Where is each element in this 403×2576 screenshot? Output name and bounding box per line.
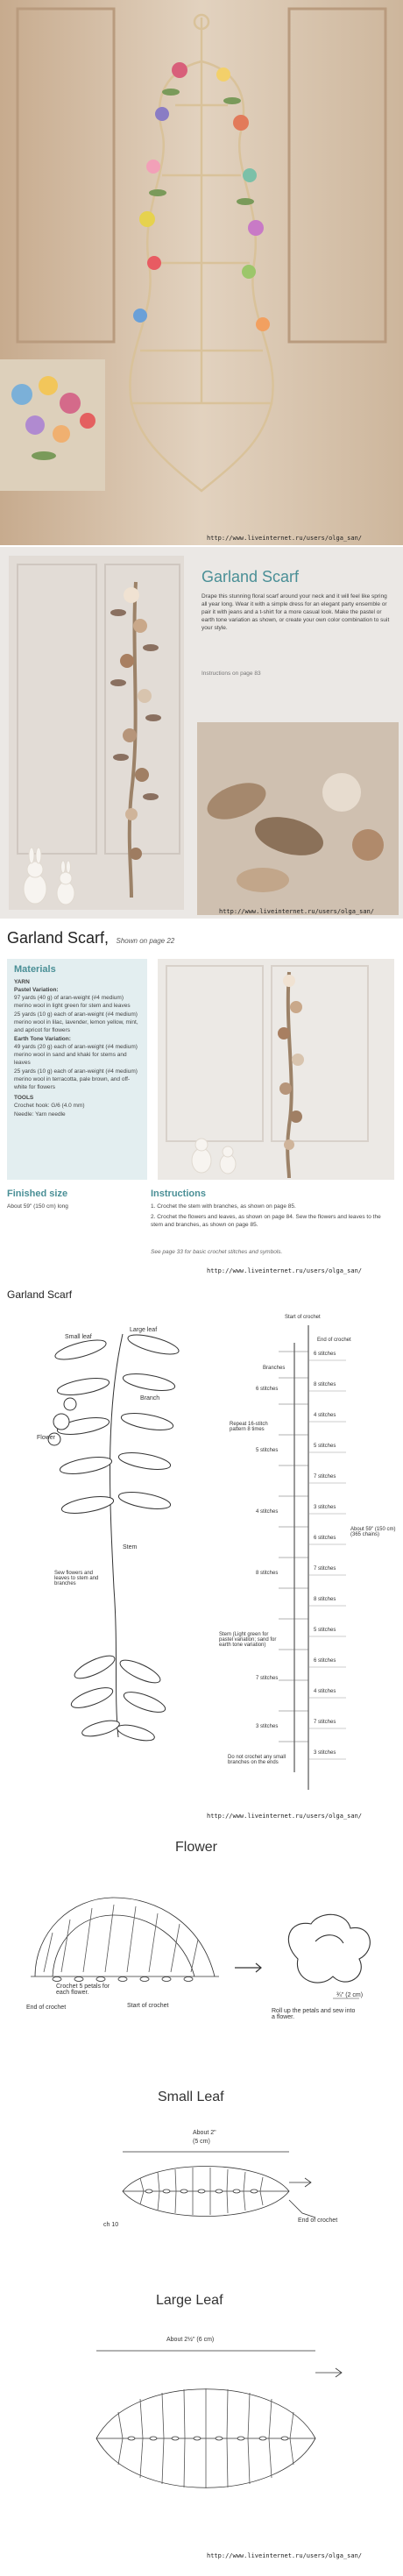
list-item: Crochet hook: G/6 (4.0 mm) bbox=[14, 1103, 85, 1109]
stitch-label: 8 stitches bbox=[314, 1597, 336, 1602]
stitch-label: 4 stitches bbox=[256, 1509, 279, 1515]
crochet-petals-note: Crochet 5 petals for each flower. bbox=[56, 1983, 110, 1996]
watermark-url: http://www.liveinternet.ru/users/olga_san/ bbox=[207, 2552, 363, 2559]
label-about-length: About 59" (150 cm) (365 chains) bbox=[350, 1527, 396, 1537]
materials-heading: Materials bbox=[14, 964, 56, 975]
label-do-not-crochet: Do not crochet any small branches on the ends bbox=[228, 1755, 286, 1765]
small-leaf-about: About 2" bbox=[193, 2130, 216, 2136]
label-sew-flowers: Sew flowers and leaves to stem and branches bbox=[54, 1571, 99, 1586]
large-leaf-schematic bbox=[0, 2289, 403, 2576]
label-stem-note: Stem (Light green for pastel variation; sand for earth tone variation) bbox=[219, 1632, 277, 1648]
list-item: 25 yards (10 g) each of aran-weight (#4 medium) merino wool in lilac, lavender, lemon yellow, mint, and apricot for flowers bbox=[14, 1011, 138, 1033]
stitch-label: 5 stitches bbox=[314, 1628, 336, 1633]
list-item: Needle: Yarn needle bbox=[14, 1111, 66, 1118]
stitch-label: 4 stitches bbox=[314, 1413, 336, 1418]
label-repeat: Repeat 16-stitch pattern 8 times bbox=[230, 1422, 268, 1432]
flower-title: Flower bbox=[175, 1840, 218, 1855]
stitch-label: 5 stitches bbox=[256, 1448, 279, 1453]
tools-label: TOOLS bbox=[14, 1095, 34, 1101]
materials-page-subtitle: Shown on page 22 bbox=[116, 937, 175, 945]
label-branch: Branch bbox=[140, 1395, 160, 1402]
stitch-label: 3 stitches bbox=[314, 1750, 336, 1756]
small-leaf-title: Small Leaf bbox=[158, 2090, 224, 2104]
stitch-label: 7 stitches bbox=[314, 1474, 336, 1480]
garland-schematic bbox=[0, 1281, 403, 1827]
dress-form-image bbox=[0, 0, 403, 545]
earth-label: Earth Tone Variation: bbox=[14, 1036, 71, 1042]
materials-page-title: Garland Scarf, bbox=[7, 929, 110, 947]
garland-description: Drape this stunning floral scarf around your neck and it will feel like spring all year long. Wear it with a simple dress for an elegant party ensemble or pair it with jeans and a t-shirt for a more casual look. Make the pastel or earth tone variation as shown, or create your own color combination to suit your style. bbox=[202, 593, 390, 631]
stitch-label: 6 stitches bbox=[314, 1658, 336, 1664]
list-item: 49 yards (20 g) each of aran-weight (#4 medium) merino wool in sand and khaki for stems and leaves bbox=[14, 1044, 138, 1066]
stitch-label: 4 stitches bbox=[314, 1689, 336, 1694]
stitch-label: 8 stitches bbox=[314, 1382, 336, 1387]
finished-value: About 59" (150 cm) long bbox=[7, 1203, 68, 1210]
start-of-crochet: Start of crochet bbox=[127, 2003, 169, 2009]
earth-list bbox=[14, 1043, 140, 1091]
large-leaf-about: About 2½" (6 cm) bbox=[166, 2337, 215, 2343]
label-large-leaf: Large leaf bbox=[130, 1327, 158, 1333]
garland-photo-small bbox=[158, 959, 394, 1180]
see-page-note: See page 33 for basic crochet stitches and symbols. bbox=[151, 1249, 283, 1255]
small-leaf-diagram bbox=[0, 2086, 403, 2283]
stitch-label: 5 stitches bbox=[314, 1444, 336, 1449]
stitch-label: 8 stitches bbox=[256, 1571, 279, 1576]
yarn-label: YARN bbox=[14, 979, 30, 985]
instructions-step-1: 1. Crochet the stem with branches, as shown on page 85. bbox=[151, 1203, 296, 1210]
stitch-label: 3 stitches bbox=[256, 1724, 279, 1729]
stitch-label: 7 stitches bbox=[314, 1566, 336, 1572]
label-start-crochet: Start of crochet bbox=[285, 1315, 321, 1320]
stitch-label: 7 stitches bbox=[314, 1720, 336, 1725]
garland-title: Garland Scarf bbox=[202, 568, 300, 585]
pastel-label: Pastel Variation: bbox=[14, 987, 59, 993]
label-branches: Branches bbox=[263, 1366, 286, 1371]
diagram-title: Garland Scarf bbox=[7, 1288, 73, 1301]
label-flower: Flower bbox=[37, 1435, 56, 1441]
pastel-list bbox=[14, 994, 140, 1034]
photo-garland-wall bbox=[0, 547, 403, 919]
roll-up-note: Roll up the petals and sew into a flower. bbox=[272, 2008, 356, 2020]
large-leaf-title: Large Leaf bbox=[156, 2293, 223, 2308]
finished-heading: Finished size bbox=[7, 1189, 68, 1199]
stitch-label: 6 stitches bbox=[314, 1352, 336, 1357]
garland-diagram bbox=[0, 1281, 403, 1827]
tools-list bbox=[14, 1102, 140, 1118]
instructions-heading: Instructions bbox=[151, 1189, 206, 1199]
label-small-leaf: Small leaf bbox=[65, 1334, 92, 1340]
watermark-url: http://www.liveinternet.ru/users/olga_san/ bbox=[207, 1813, 363, 1820]
page-title-line bbox=[7, 929, 174, 947]
small-leaf-ch: ch 10 bbox=[103, 2222, 119, 2228]
large-leaf-diagram bbox=[0, 2289, 403, 2576]
instructions-reference: Instructions on page 83 bbox=[202, 671, 261, 677]
flower-diagram bbox=[0, 1836, 403, 2082]
small-leaf-about-cm: (5 cm) bbox=[193, 2139, 210, 2145]
stitch-label: 7 stitches bbox=[256, 1676, 279, 1681]
materials-box bbox=[7, 959, 147, 1180]
stitch-label: 3 stitches bbox=[314, 1505, 336, 1510]
end-of-crochet: End of crochet bbox=[26, 2005, 67, 2011]
label-end-crochet: End of crochet bbox=[317, 1338, 351, 1343]
list-item: 25 yards (10 g) each of aran-weight (#4 medium) merino wool in terracotta, pale brown, and off-white for flowers bbox=[14, 1068, 138, 1090]
list-item: 97 yards (40 g) of aran-weight (#4 medium) merino wool in light green for stem and leaves bbox=[14, 995, 131, 1009]
stitch-label: 6 stitches bbox=[256, 1387, 279, 1392]
watermark-url: http://www.liveinternet.ru/users/olga_san/ bbox=[207, 535, 363, 542]
instructions-step-2: 2. Crochet the flowers and leaves, as shown on page 84. Sew the flowers and leaves to the stem and branches, as shown on page 85. bbox=[151, 1214, 381, 1228]
flower-size: ¾" (2 cm) bbox=[336, 1992, 364, 1998]
flower-schematic bbox=[0, 1836, 403, 2082]
small-leaf-schematic bbox=[0, 2086, 403, 2283]
stitch-label: 6 stitches bbox=[314, 1536, 336, 1541]
watermark-url: http://www.liveinternet.ru/users/olga_san/ bbox=[207, 1267, 363, 1274]
photo-dress-form bbox=[0, 0, 403, 545]
small-leaf-end-crochet: End of crochet bbox=[298, 2218, 338, 2224]
label-stem: Stem bbox=[123, 1544, 138, 1551]
watermark-url: http://www.liveinternet.ru/users/olga_san/ bbox=[219, 908, 375, 915]
materials-page bbox=[0, 922, 403, 1281]
